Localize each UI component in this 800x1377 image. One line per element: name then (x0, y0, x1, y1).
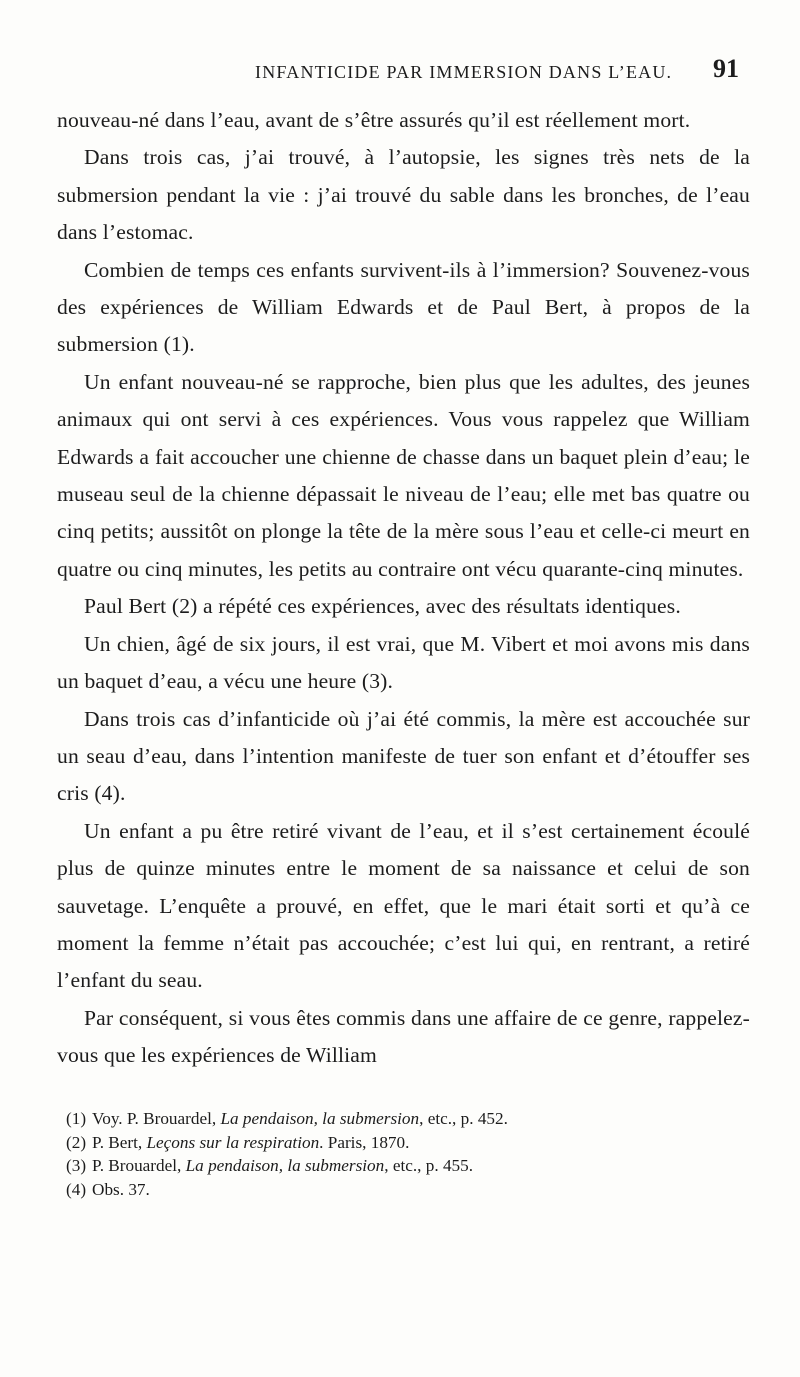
footnote-number: (1) (66, 1109, 87, 1128)
footnote-text: Voy. P. Brouardel, (92, 1109, 221, 1128)
footnote (58, 1154, 748, 1178)
footnote (58, 1131, 748, 1155)
paragraph: Combien de temps ces enfants survivent-ils à l’immersion? Souvenez-vous des expériences de William Edwards et de Paul Bert, à propos de la submersion (1). (57, 257, 750, 357)
footnote-title: Leçons sur la respiration (146, 1132, 320, 1152)
footnote-number: (3) (66, 1156, 87, 1175)
footnote-text: P. Brouardel, (92, 1156, 186, 1175)
footnote-text: Obs. 37. (92, 1179, 150, 1199)
footnote-title: La pendaison, la submersion (220, 1109, 420, 1128)
footnote (58, 1178, 748, 1202)
footnote-number: (2) (66, 1132, 87, 1152)
paragraph: Dans trois cas, j’ai trouvé, à l’autopsie, les signes très nets de la submersion pendant la vie : j’ai trouvé du sable dans les bronches, de l’eau dans l’estomac. (57, 145, 750, 245)
page-number: 91 (713, 54, 739, 83)
body-text (57, 102, 750, 1075)
footnotes (58, 1107, 748, 1201)
footnote-text: . Paris, 1870. (319, 1132, 410, 1152)
footnote-title: La pendaison, la submersion (185, 1156, 385, 1175)
footnote-number: (4) (66, 1179, 87, 1199)
footnote-text: , etc., p. 452. (419, 1109, 508, 1128)
paragraph: Dans trois cas d’infanticide où j’ai été commis, la mère est accouchée sur un seau d’eau, dans l’intention manifeste de tuer son enfant et d’étouffer ses cris (4). (57, 706, 750, 806)
paragraph: Paul Bert (2) a répété ces expériences, avec des résultats identiques. (84, 594, 681, 619)
paragraph: Un chien, âgé de six jours, il est vrai, que M. Vibert et moi avons mis dans un baquet d’eau, a vécu une heure (3). (57, 631, 750, 694)
footnote-text: , etc., p. 455. (384, 1156, 474, 1175)
running-title: INFANTICIDE PAR IMMERSION DANS L’EAU. (255, 62, 673, 82)
footnote-text: P. Bert, (92, 1132, 147, 1152)
footnote (58, 1107, 748, 1131)
paragraph: Par conséquent, si vous êtes commis dans une affaire de ce genre, rappelez-vous que les expériences de William (57, 1005, 750, 1068)
paragraph: nouveau-né dans l’eau, avant de s’être assurés qu’il est réellement mort. (57, 108, 691, 132)
paragraph: Un enfant a pu être retiré vivant de l’eau, et il s’est certainement écoulé plus de quinze minutes entre le moment de sa naissance et celui de son sauvetage. L’enquête a prouvé, en effet, que le mari était sorti et qu’à ce moment la femme n’était pas accouchée; c’est lui qui, en rentrant, a retiré l’enfant du seau. (57, 818, 750, 993)
paragraph: Un enfant nouveau-né se rapproche, bien plus que les adultes, des jeunes animaux qui ont servi à ces expériences. Vous vous rappelez que William Edwards a fait accoucher une chienne de chasse dans un baquet plein d’eau; le museau seul de la chienne dépassait le niveau de l’eau; elle met bas quatre ou cinq petits; aussitôt on plonge la tête de la mère sous l’eau et celle-ci meurt en quatre ou cinq minutes, les petits au contraire ont vécu quarante-cinq minutes. (57, 369, 750, 581)
